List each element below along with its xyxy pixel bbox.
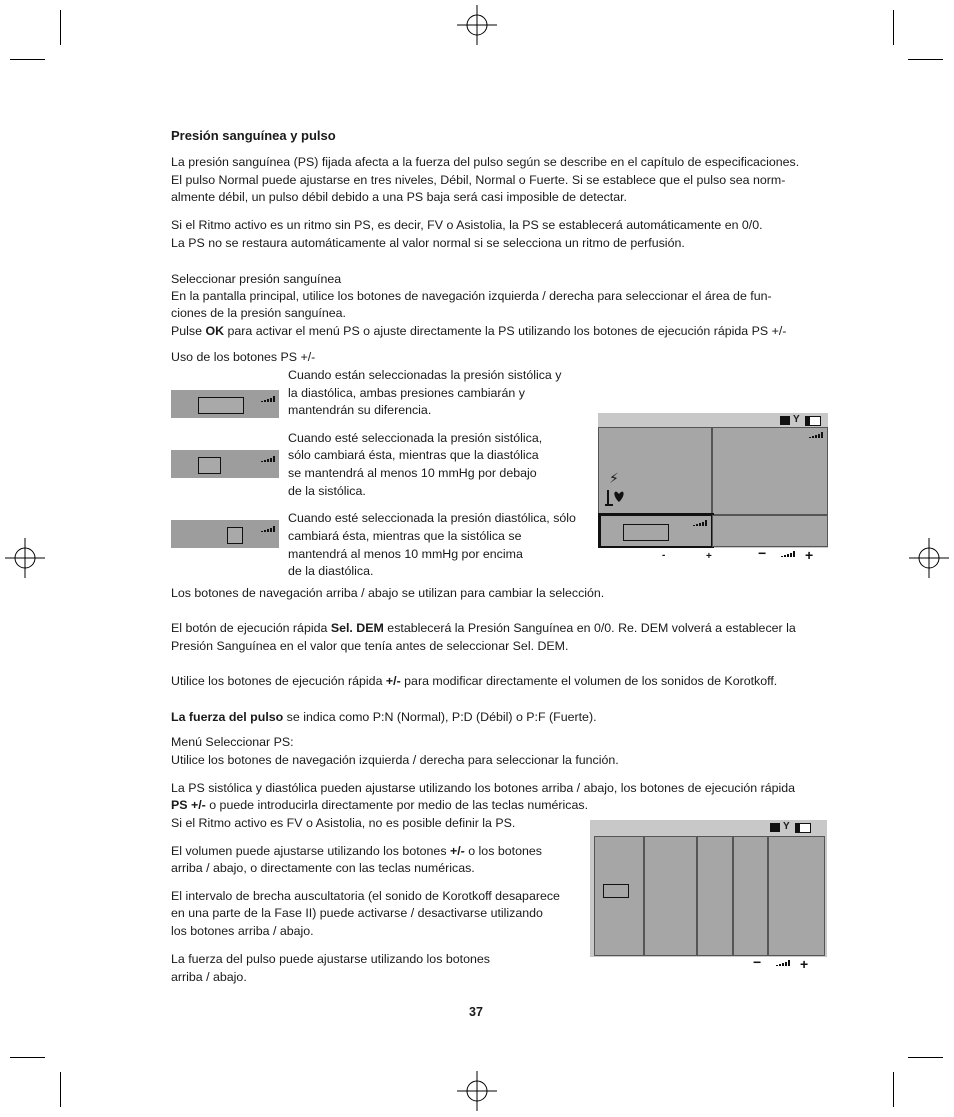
section-heading: Presión sanguínea y pulso [171, 128, 336, 143]
signal-bars-icon [261, 526, 275, 532]
registration-mark-icon [909, 538, 949, 578]
ritmo-line: Si el Ritmo activo es un ritmo sin PS, es decir, FV o Asistolia, la PS se establecerá automáticamente en 0/0. [171, 218, 763, 232]
ps-strip-systolic [171, 450, 279, 478]
ritmo-line: La PS no se restaura automáticamente al valor normal si se selecciona un ritmo de perfusión. [171, 236, 685, 250]
softkey-bar [598, 545, 828, 563]
right-upper-panel [712, 427, 828, 515]
selection-box [227, 527, 243, 544]
ps-line: PS +/- o puede introducirla directamente por medio de las teclas numéricas. [171, 798, 589, 812]
selection-box [198, 457, 221, 474]
registration-mark-icon [457, 1071, 497, 1111]
fuerza-line: La fuerza del pulso se indica como P:N (Normal), P:D (Débil) o P:F (Fuerte). [171, 710, 597, 724]
uso-text: mantendrán su diferencia. [288, 403, 432, 417]
softkey-volume-minus[interactable]: − [753, 954, 762, 970]
gap-line: los botones arriba / abajo. [171, 924, 314, 938]
volume-icon [776, 960, 790, 966]
softkey-volume-plus[interactable]: + [800, 956, 809, 972]
ps-line: La PS sistólica y diastólica pueden ajustarse utilizando los botones arriba / abajo, los botones de ejecución rápida [171, 781, 796, 795]
softkey-minus[interactable]: - [662, 550, 666, 561]
selection-box [623, 524, 669, 541]
crop-mark [10, 1057, 45, 1058]
sel-dem-line: El botón de ejecución rápida Sel. DEM establecerá la Presión Sanguínea en 0/0. Re. DEM volverá a establecer la [171, 621, 796, 635]
subheading-select: Seleccionar presión sanguínea [171, 272, 342, 286]
signal-bars-icon [261, 456, 275, 462]
selection-box [603, 884, 629, 898]
battery-bars-icon [780, 416, 790, 425]
menu-column-extra[interactable] [768, 836, 825, 956]
crop-mark [893, 10, 894, 45]
right-lower-panel [712, 515, 828, 547]
battery-bars-icon [770, 823, 780, 832]
menu-column-volume[interactable] [644, 836, 697, 956]
subheading-menu: Menú Seleccionar PS: [171, 735, 294, 749]
vol2-line: El volumen puede ajustarse utilizando los botones +/- o los botones [171, 844, 542, 858]
softkey-plus[interactable]: + [706, 551, 712, 562]
uso-text: cambiará ésta, mientras que la sistólica se [288, 529, 522, 543]
softkey-volume-plus[interactable]: + [805, 547, 814, 563]
menu-line: Utilice los botones de navegación izquierda / derecha para seleccionar la función. [171, 753, 619, 767]
fuerza2-line: La fuerza del pulso puede ajustarse utilizando los botones [171, 952, 490, 966]
uso-text: de la sistólica. [288, 484, 366, 498]
antenna-icon: Y [783, 821, 790, 832]
sel-dem-line2: Presión Sanguínea en el valor que tenía antes de seleccionar Sel. DEM. [171, 639, 569, 653]
crop-mark [10, 59, 45, 60]
signal-bars-icon [261, 396, 275, 402]
crop-mark [60, 10, 61, 45]
antenna-icon: Y [793, 414, 800, 425]
selection-box [198, 397, 244, 414]
gap-line: en una parte de la Fase II) puede activarse / desactivarse utilizando [171, 906, 543, 920]
monitor-screen-main [598, 413, 828, 563]
crop-mark [908, 59, 943, 60]
uso-text: sólo cambiará ésta, mientras que la diastólica [288, 448, 539, 462]
crop-mark [60, 1072, 61, 1107]
volume-icon [781, 551, 795, 557]
volume-line: Utilice los botones de ejecución rápida +/- para modificar directamente el volumen de los sonidos de Korotkoff. [171, 674, 778, 688]
pacer-heart-icon [605, 486, 629, 508]
pulse-ok-line: Pulse OK para activar el menú PS o ajuste directamente la PS utilizando los botones de ejecución rápida PS +/- [171, 324, 787, 338]
uso-text: mantendrá al menos 10 mmHg por encima [288, 547, 523, 561]
crop-mark [893, 1072, 894, 1107]
registration-mark-icon [457, 5, 497, 45]
softkey-bar [590, 954, 827, 972]
menu-column-pulse[interactable] [733, 836, 768, 956]
uso-text: Cuando esté seleccionada la presión sistólica, [288, 431, 543, 445]
ecg-panel [598, 427, 712, 515]
gap-line: El intervalo de brecha auscultatoria (el sonido de Korotkoff desaparece [171, 889, 560, 903]
menu-column-bp[interactable] [594, 836, 644, 956]
ps-line: Si el Ritmo activo es FV o Asistolia, no es posible definir la PS. [171, 816, 516, 830]
intro-line: La presión sanguínea (PS) fijada afecta a la fuerza del pulso según se describe en el capítulo de especificaciones. [171, 155, 800, 169]
ps-strip-diastolic [171, 520, 279, 548]
intro-line: almente débil, un pulso débil debido a una PS baja será casi imposible de detectar. [171, 190, 627, 204]
uso-text: de la diastólica. [288, 564, 374, 578]
softkey-volume-minus[interactable]: − [758, 545, 767, 561]
page-number: 37 [469, 1005, 483, 1019]
fuerza2-line: arriba / abajo. [171, 970, 247, 984]
select-line: ciones de la presión sanguínea. [171, 306, 346, 320]
monitor-screen-menu [590, 820, 827, 972]
uso-text: Cuando esté seleccionada la presión diastólica, sólo [288, 511, 576, 525]
subheading-uso: Uso de los botones PS +/- [171, 350, 316, 364]
bp-panel-selected[interactable] [598, 513, 714, 549]
vol2-line: arriba / abajo, o directamente con las teclas numéricas. [171, 861, 475, 875]
menu-column-gap[interactable] [697, 836, 733, 956]
nav-line: Los botones de navegación arriba / abajo se utilizan para cambiar la selección. [171, 586, 605, 600]
uso-text: la diastólica, ambas presiones cambiarán y [288, 386, 525, 400]
registration-mark-icon [5, 538, 45, 578]
intro-line: El pulso Normal puede ajustarse en tres niveles, Débil, Normal o Fuerte. Si se establece que el pulso sea norm- [171, 173, 786, 187]
signal-bars-icon [809, 432, 823, 438]
crop-mark [908, 1057, 943, 1058]
battery-icon [795, 823, 811, 833]
select-line: En la pantalla principal, utilice los botones de navegación izquierda / derecha para seleccionar el área de fun- [171, 289, 772, 303]
ps-strip-both [171, 390, 279, 418]
lightning-icon: ⚡ [609, 470, 619, 486]
battery-icon [805, 416, 821, 426]
uso-text: se mantendrá al menos 10 mmHg por debajo [288, 466, 537, 480]
signal-bars-icon [693, 520, 707, 526]
uso-text: Cuando están seleccionadas la presión sistólica y [288, 368, 562, 382]
